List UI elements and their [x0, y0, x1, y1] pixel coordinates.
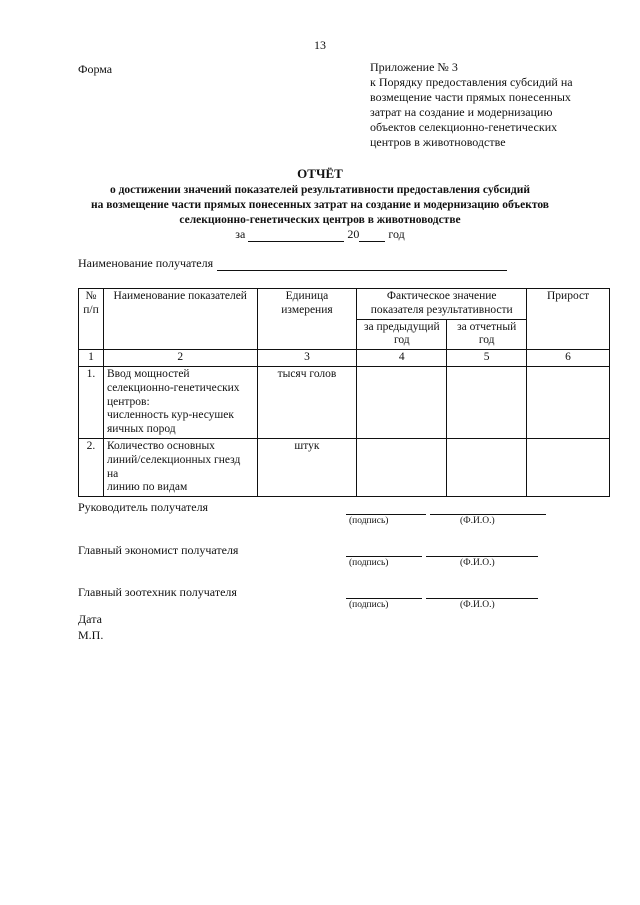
appendix-line: к Порядку предоставления субсидий на	[370, 75, 573, 89]
row-unit: штук	[257, 438, 357, 496]
row-name-line: линий/селекционных гнезд на	[106, 453, 241, 480]
column-number: 3	[257, 350, 357, 367]
column-number: 5	[447, 350, 527, 367]
report-title-line: о достижении значений показателей результативности предоставления субсидий	[109, 184, 530, 197]
column-number: 2	[103, 350, 257, 367]
signature-line[interactable]	[346, 514, 426, 515]
row-num: 2.	[79, 438, 104, 496]
appendix-block	[370, 60, 610, 150]
row-name-line: численность кур-несушек	[106, 409, 234, 422]
table-header-row	[79, 289, 610, 320]
appendix-line: возмещение части прямых понесенных	[370, 90, 571, 104]
recipient-label: Наименование получателя	[78, 256, 214, 270]
period-year-prefix: 20	[347, 227, 360, 241]
row-name-line: селекционно-генетических	[106, 381, 240, 394]
name-caption: (Ф.И.О.)	[460, 600, 495, 610]
header-report-year: за отчетный год	[447, 319, 527, 350]
period-prefix: за	[235, 227, 246, 241]
name-line[interactable]	[430, 514, 546, 515]
name-line[interactable]	[426, 598, 538, 599]
name-caption: (Ф.И.О.)	[460, 558, 495, 568]
column-number: 1	[79, 350, 104, 367]
name-caption: (Ф.И.О.)	[460, 516, 495, 526]
row-growth-cell[interactable]	[527, 438, 610, 496]
column-number: 6	[527, 350, 610, 367]
page-number: 13	[314, 38, 326, 52]
signature-line[interactable]	[346, 556, 422, 557]
header-prev-year: за предыдущий год	[357, 319, 447, 350]
row-name-line: линию по видам	[106, 481, 188, 494]
appendix-title: Приложение № 3	[370, 60, 458, 74]
signature-label: Главный зоотехник получателя	[78, 585, 237, 599]
signature-label: Главный экономист получателя	[78, 543, 239, 557]
header-name: Наименование показателей	[103, 289, 257, 350]
row-name	[103, 438, 257, 496]
row-name	[103, 366, 257, 438]
stamp-label: М.П.	[78, 627, 104, 642]
year-blank-field[interactable]	[359, 229, 385, 242]
signature-label: Руководитель получателя	[78, 500, 209, 514]
report-title	[0, 166, 640, 228]
report-title-line: селекционно-генетических центров в животноводстве	[179, 214, 461, 227]
period-blank-field[interactable]	[248, 229, 344, 242]
appendix-line: центров в животноводстве	[370, 135, 506, 149]
row-name-line: центров:	[106, 395, 150, 408]
row-name-line: яичных пород	[106, 423, 176, 436]
signature-line[interactable]	[346, 598, 422, 599]
signature-caption: (подпись)	[349, 600, 389, 610]
row-name-line: Ввод мощностей	[106, 367, 190, 380]
indicators-table	[78, 288, 610, 497]
header-unit: Единица измерения	[257, 289, 357, 350]
row-name-line: Количество основных	[106, 439, 215, 452]
footer-block	[78, 612, 103, 643]
row-unit: тысяч голов	[257, 366, 357, 438]
recipient-blank-field[interactable]	[217, 258, 507, 271]
appendix-line: затрат на создание и модернизацию	[370, 105, 553, 119]
appendix-line: объектов селекционно-генетических	[370, 120, 558, 134]
form-label: Форма	[78, 62, 113, 76]
signature-caption: (подпись)	[349, 558, 389, 568]
table-row	[79, 438, 610, 496]
row-prev-year-cell[interactable]	[357, 438, 447, 496]
report-title-main: ОТЧЁТ	[297, 166, 343, 181]
name-line[interactable]	[426, 556, 538, 557]
row-report-year-cell[interactable]	[447, 438, 527, 496]
recipient-row	[78, 256, 507, 271]
row-prev-year-cell[interactable]	[357, 366, 447, 438]
table-row	[79, 366, 610, 438]
column-number: 4	[357, 350, 447, 367]
signature-caption: (подпись)	[349, 516, 389, 526]
period-suffix: год	[388, 227, 405, 241]
report-period	[0, 227, 640, 242]
row-num: 1.	[79, 366, 104, 438]
header-num: № п/п	[79, 289, 104, 350]
header-actual: Фактическое значение показателя результативности	[357, 289, 527, 320]
date-label: Дата	[78, 612, 102, 626]
row-report-year-cell[interactable]	[447, 366, 527, 438]
report-title-line: на возмещение части прямых понесенных затрат на создание и модернизацию объектов	[90, 199, 550, 212]
row-growth-cell[interactable]	[527, 366, 610, 438]
header-growth: Прирост	[527, 289, 610, 350]
column-number-row	[79, 350, 610, 367]
